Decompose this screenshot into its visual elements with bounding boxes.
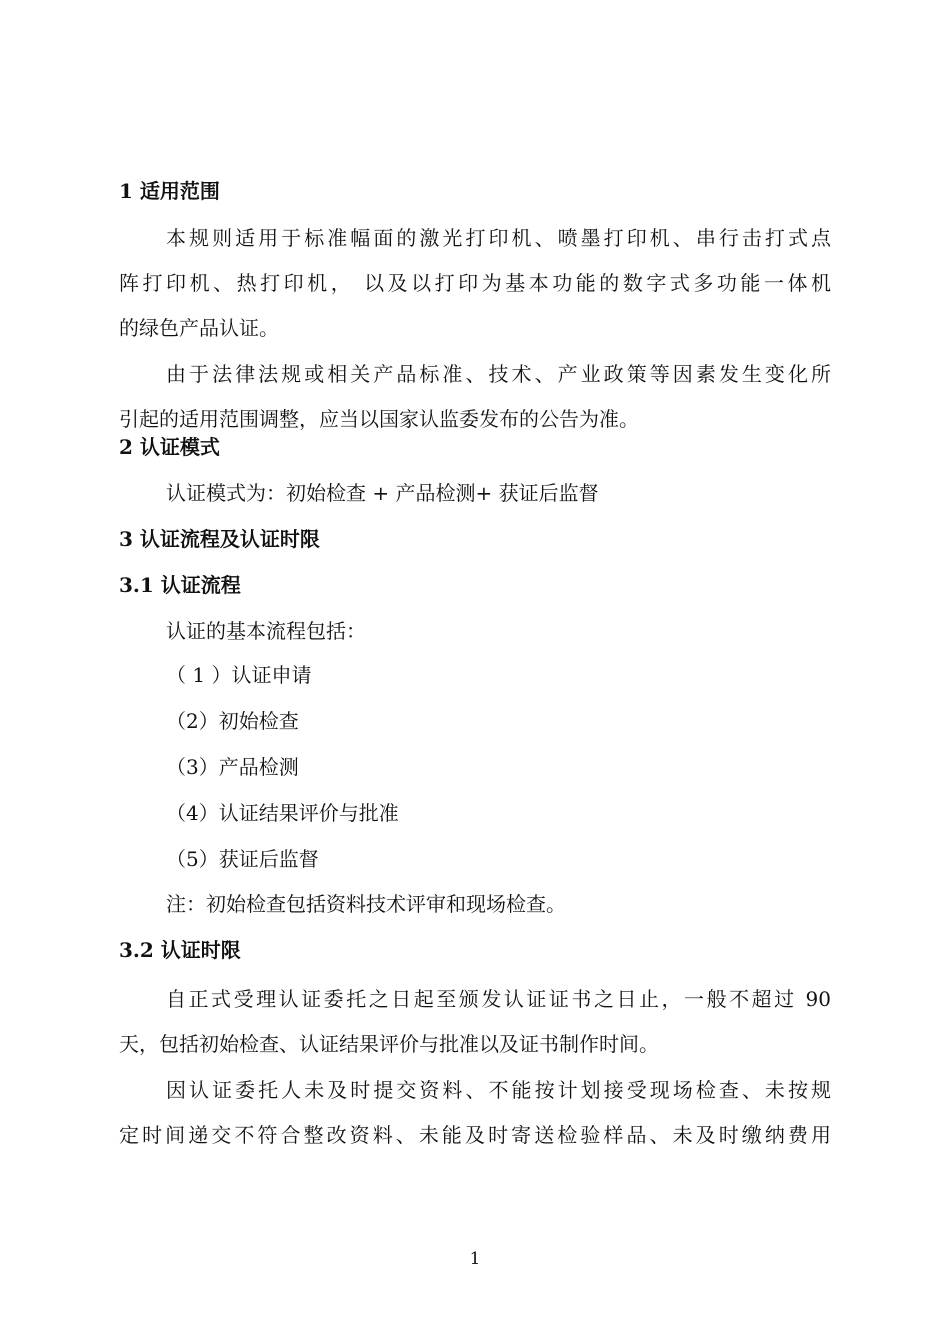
paragraph-line: 认证模式为：初始检查 + 产品检测+ 获证后监督 [166,481,599,505]
paragraph-line: 引起的适用范围调整，应当以国家认监委发布的公告为准。 [119,407,639,431]
paragraph-line: 的绿色产品认证。 [119,316,279,340]
section-3-heading: 3 认证流程及认证时限 [119,527,320,551]
note-line: 注：初始检查包括资料技术评审和现场检查。 [166,892,566,916]
paragraph-line: 天，包括初始检查、认证结果评价与批准以及证书制作时间。 [119,1032,659,1056]
paragraph-line: 本规则适用于标准幅面的激光打印机、喷墨打印机、串行击打式点 [166,226,831,250]
section-3-2-heading: 3.2 认证时限 [119,938,241,962]
list-item: （ 1 ）认证申请 [166,663,312,687]
paragraph-line: 因认证委托人未及时提交资料、不能按计划接受现场检查、未按规 [166,1078,831,1102]
section-2-heading: 2 认证模式 [119,435,220,459]
paragraph-line: 由于法律法规或相关产品标准、技术、产业政策等因素发生变化所 [166,362,831,386]
paragraph-line: 定时间递交不符合整改资料、未能及时寄送检验样品、未及时缴纳费用 [119,1123,831,1147]
list-item: （5）获证后监督 [166,847,319,871]
list-item: （3）产品检测 [166,755,299,779]
section-3-1-heading: 3.1 认证流程 [119,573,241,597]
list-item: （2）初始检查 [166,709,299,733]
paragraph-line: 认证的基本流程包括： [166,619,366,643]
paragraph-line: 阵打印机、热打印机， 以及以打印为基本功能的数字式多功能一体机 [119,271,831,295]
page-number: 1 [469,1249,481,1269]
section-1-heading: 1 适用范围 [119,179,220,203]
paragraph-line: 自正式受理认证委托之日起至颁发认证证书之日止，一般不超过 90 [166,987,831,1011]
list-item: （4）认证结果评价与批准 [166,801,399,825]
